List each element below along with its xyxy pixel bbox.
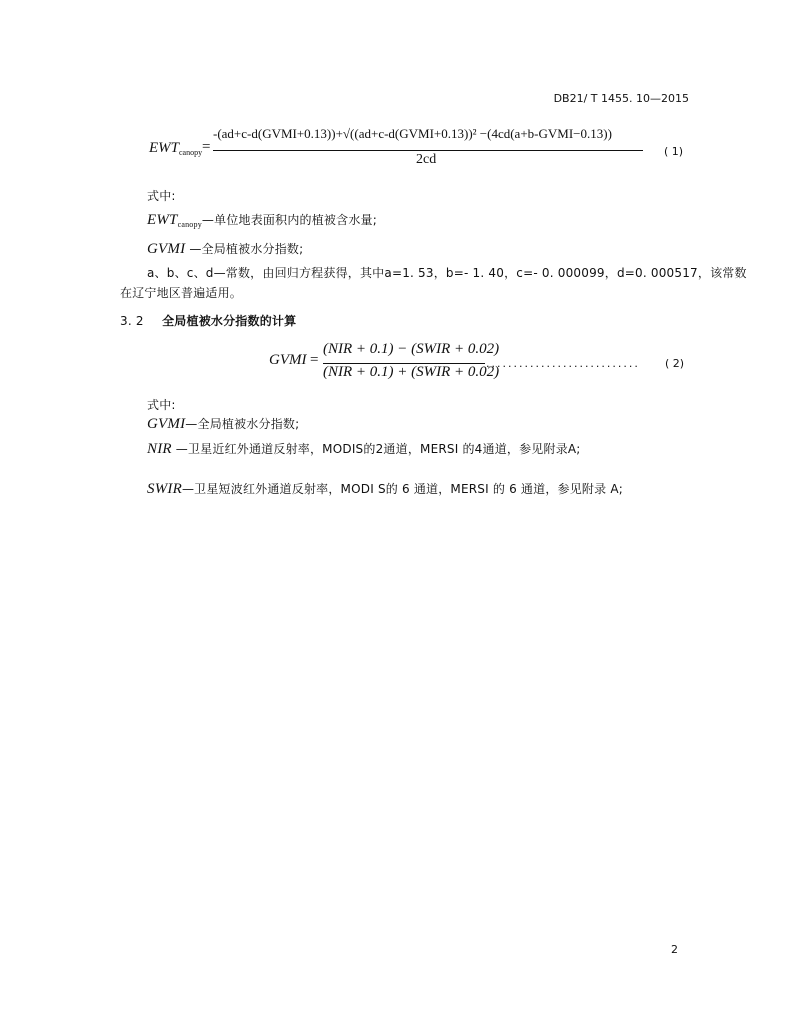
section-title: 全局植被水分指数的计算 (162, 314, 297, 328)
where-label-1: 式中: (147, 189, 176, 203)
section-heading (120, 312, 296, 329)
definition-ewt: $EWT_{canopy}—$单位地表面积内的植被含水量; (147, 212, 377, 229)
where-label-2: 式中: (147, 398, 176, 412)
eq2-equals: = (310, 352, 319, 368)
definition-gvmi-1: GVMI —全局植被水分指数; (147, 241, 304, 257)
definition-nir: NIR —卫星近红外通道反射率，MODIS的2通道，MERSI 的4通道，参见附录A; (147, 441, 581, 457)
eq1-lhs: $EWT_{canopy}$ (149, 140, 203, 157)
definition-gvmi-2: GVMI—全局植被水分指数; (147, 416, 300, 432)
constants-line-2: 在辽宁地区普遍适用。 (120, 286, 243, 300)
section-number: 3. 2 (120, 314, 144, 328)
document-code: DB21/ T 1455. 10—2015 (553, 92, 689, 105)
eq2-number: ( 2) (665, 357, 685, 370)
eq2-denominator: (NIR + 0.1) + (SWIR + 0.02) (323, 364, 500, 380)
definition-swir: SWIR—卫星短波红外通道反射率，MODI S的 6 通道，MERSI 的 6 通道，参见附录 A; (147, 481, 624, 497)
eq2-numerator: (NIR + 0.1) − (SWIR + 0.02) (323, 341, 500, 357)
eq2-leader-dots: ............................ (486, 357, 640, 370)
eq2-lhs: GVMI (269, 352, 307, 368)
page-number: 2 (671, 943, 678, 956)
constants-line-1: a、b、c、d—常数，由回归方程获得，其中a=1. 53，b=- 1. 40，c=- 0. 000099，d=0. 000517，该常数 (147, 266, 747, 280)
eq1-numerator: -(ad+c-d(GVMI+0.13))+√((ad+c-d(GVMI+0.13))² −(4cd(a+b-GVMI−0.13)) (213, 126, 612, 141)
eq1-equals: = (202, 139, 211, 155)
eq1-number: ( 1) (664, 145, 684, 158)
eq1-fraction-bar (213, 150, 643, 151)
eq1-denominator: 2cd (416, 152, 437, 167)
